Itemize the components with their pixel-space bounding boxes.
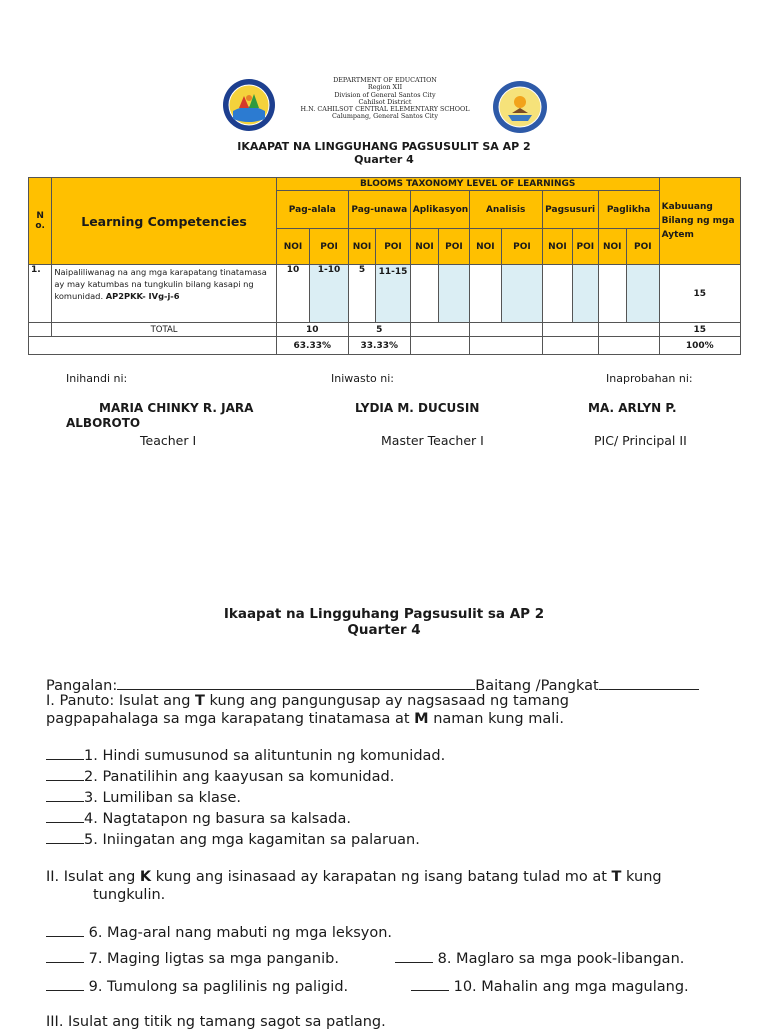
instruction-text: pagpapahalaga sa mga karapatang tinatamasa at (46, 711, 415, 727)
cell-value: 5 (348, 265, 375, 323)
competency-description: Naipaliliwanag na ang mga karapatang tinatamasa ay may katumbas na tungkulin bilang kasapi ng komunidad. (54, 267, 267, 301)
cell-value: 1-10 (310, 265, 349, 323)
level-analisis: Analisis (469, 191, 542, 229)
list-item (46, 745, 445, 765)
list-item (411, 976, 689, 996)
approved-name: MA. ARLYN P. (588, 401, 677, 415)
header-line: Calumpang, General Santos City (332, 112, 438, 121)
item-text: 5. Iniingatan ang mga kagamitan sa palaruan. (84, 832, 420, 848)
item-text: 8. Maglaro sa mga pook-libangan. (437, 951, 685, 967)
instruction-text: naman kung mali. (428, 711, 564, 727)
answer-blank[interactable] (46, 766, 84, 781)
level-pagsusuri: Pagsusuri (542, 191, 598, 229)
poi-header: POI (626, 229, 659, 265)
level-paglikha: Paglikha (598, 191, 659, 229)
list-item (46, 948, 339, 968)
checked-title: Master Teacher I (381, 433, 484, 448)
answer-blank[interactable] (46, 976, 84, 991)
poi-header: POI (376, 229, 411, 265)
item-text: 7. Maging ligtas sa mga panganib. (88, 951, 339, 967)
part1-instruction-cont (46, 710, 564, 728)
instruction-text: kung (621, 869, 662, 885)
answer-blank[interactable] (46, 808, 84, 823)
header-line: Region XII (367, 83, 403, 92)
col-header-no: N o. (29, 178, 52, 265)
level-pag-alala: Pag-alala (276, 191, 348, 229)
instruction-text: kung ang pangungusap ay nagsasaad ng tamang (204, 693, 570, 709)
instruction-key: K (139, 869, 152, 885)
table-row (29, 265, 741, 323)
table-of-specifications (28, 177, 741, 355)
instruction-text: II. Isulat ang (46, 869, 140, 885)
prepared-name-continued: ALBOROTO (66, 416, 141, 430)
instruction-key: T (195, 693, 205, 709)
item-text: 9. Tumulong sa paglilinis ng paligid. (88, 979, 349, 995)
answer-blank[interactable] (46, 787, 84, 802)
checked-label: Iniwasto ni: (331, 372, 395, 385)
header-line: DEPARTMENT OF EDUCATION (333, 76, 437, 84)
total-value: 15 (659, 323, 740, 337)
noi-header: NOI (276, 229, 310, 265)
checked-name: LYDIA M. DUCUSIN (355, 401, 480, 415)
answer-blank[interactable] (411, 976, 449, 991)
list-item (46, 829, 420, 849)
approved-label: Inaprobahan ni: (606, 372, 693, 385)
col-header-total-items: Kabuuang Bilang ng mga Aytem (659, 178, 740, 265)
approved-title: PIC/ Principal II (594, 433, 687, 448)
header-line: H.N. CAHILSOT CENTRAL ELEMENTARY SCHOOL (300, 105, 470, 114)
answer-blank[interactable] (395, 948, 433, 963)
item-text: 3. Lumiliban sa klase. (84, 790, 242, 806)
list-item (46, 922, 392, 942)
instruction-text: I. Panuto: Isulat ang (46, 693, 196, 709)
quiz-subtitle: Quarter 4 (347, 622, 421, 638)
header-line: Division of General Santos City (334, 90, 436, 99)
item-text: 4. Nagtatapon ng basura sa kalsada. (84, 811, 351, 827)
part3-instruction: III. Isulat ang titik ng tamang sagot sa patlang. (46, 1014, 386, 1030)
name-blank[interactable] (117, 675, 475, 690)
prepared-title: Teacher I (140, 433, 197, 448)
grade-label: Baitang /Pangkat (475, 678, 599, 694)
total-label: TOTAL (52, 323, 276, 337)
instruction-key: M (414, 711, 429, 727)
name-label: Pangalan: (46, 678, 118, 694)
poi-header: POI (502, 229, 543, 265)
cell-value: 10 (276, 265, 310, 323)
noi-header: NOI (410, 229, 438, 265)
percent-value: 100% (659, 337, 740, 355)
item-text: 1. Hindi sumusunod sa alituntunin ng komunidad. (84, 748, 446, 764)
noi-header: NOI (348, 229, 375, 265)
poi-header: POI (310, 229, 349, 265)
total-value: 5 (348, 323, 410, 337)
row-number: 1. (29, 265, 52, 323)
list-item (46, 808, 351, 828)
answer-blank[interactable] (46, 745, 84, 760)
instruction-key: T (611, 869, 622, 885)
list-item (395, 948, 684, 968)
noi-header: NOI (469, 229, 501, 265)
deped-seal-logo (222, 78, 276, 132)
noi-header: NOI (598, 229, 626, 265)
percent-value: 63.33% (276, 337, 348, 355)
item-text: 2. Panatilihin ang kaayusan sa komunidad. (84, 769, 395, 785)
list-item (46, 976, 348, 996)
item-text: 6. Mag-aral nang mabuti ng mga leksyon. (88, 925, 393, 941)
prepared-name: MARIA CHINKY R. JARA (99, 401, 254, 415)
answer-blank[interactable] (46, 948, 84, 963)
percent-value: 33.33% (348, 337, 410, 355)
item-text: 10. Mahalin ang mga magulang. (453, 979, 689, 995)
part2-instruction (46, 868, 662, 886)
prepared-label: Inihandi ni: (66, 372, 128, 385)
part1-instruction (46, 692, 569, 710)
poi-header: POI (439, 229, 469, 265)
competency-code: AP2PKK- IVg-j-6 (105, 291, 180, 301)
tos-title: IKAAPAT NA LINGGUHANG PAGSUSULIT SA AP 2 (237, 140, 531, 153)
noi-header: NOI (542, 229, 572, 265)
list-item (46, 766, 394, 786)
total-value: 10 (276, 323, 348, 337)
cell-value: 15 (659, 265, 740, 323)
part2-instruction-cont: tungkulin. (93, 887, 166, 903)
col-header-blooms: BLOOMS TAXONOMY LEVEL OF LEARNINGS (276, 178, 659, 191)
answer-blank[interactable] (46, 829, 84, 844)
instruction-text: kung ang isinasaad ay karapatan ng isang batang tulad mo at (151, 869, 612, 885)
header-line: Cahilsot District (358, 97, 412, 106)
level-aplikasyon: Aplikasyon (410, 191, 469, 229)
poi-header: POI (573, 229, 598, 265)
quiz-title: Ikaapat na Lingguhang Pagsusulit sa AP 2 (223, 606, 545, 622)
competency-text (52, 265, 276, 323)
answer-blank[interactable] (46, 922, 84, 937)
school-header (280, 77, 490, 121)
grade-blank[interactable] (599, 675, 699, 690)
col-header-competencies: Learning Competencies (52, 178, 276, 265)
level-pag-unawa: Pag-unawa (348, 191, 410, 229)
cell-value: 11-15 (376, 265, 411, 323)
school-seal-logo (492, 80, 548, 134)
tos-subtitle: Quarter 4 (354, 153, 414, 166)
list-item (46, 787, 241, 807)
